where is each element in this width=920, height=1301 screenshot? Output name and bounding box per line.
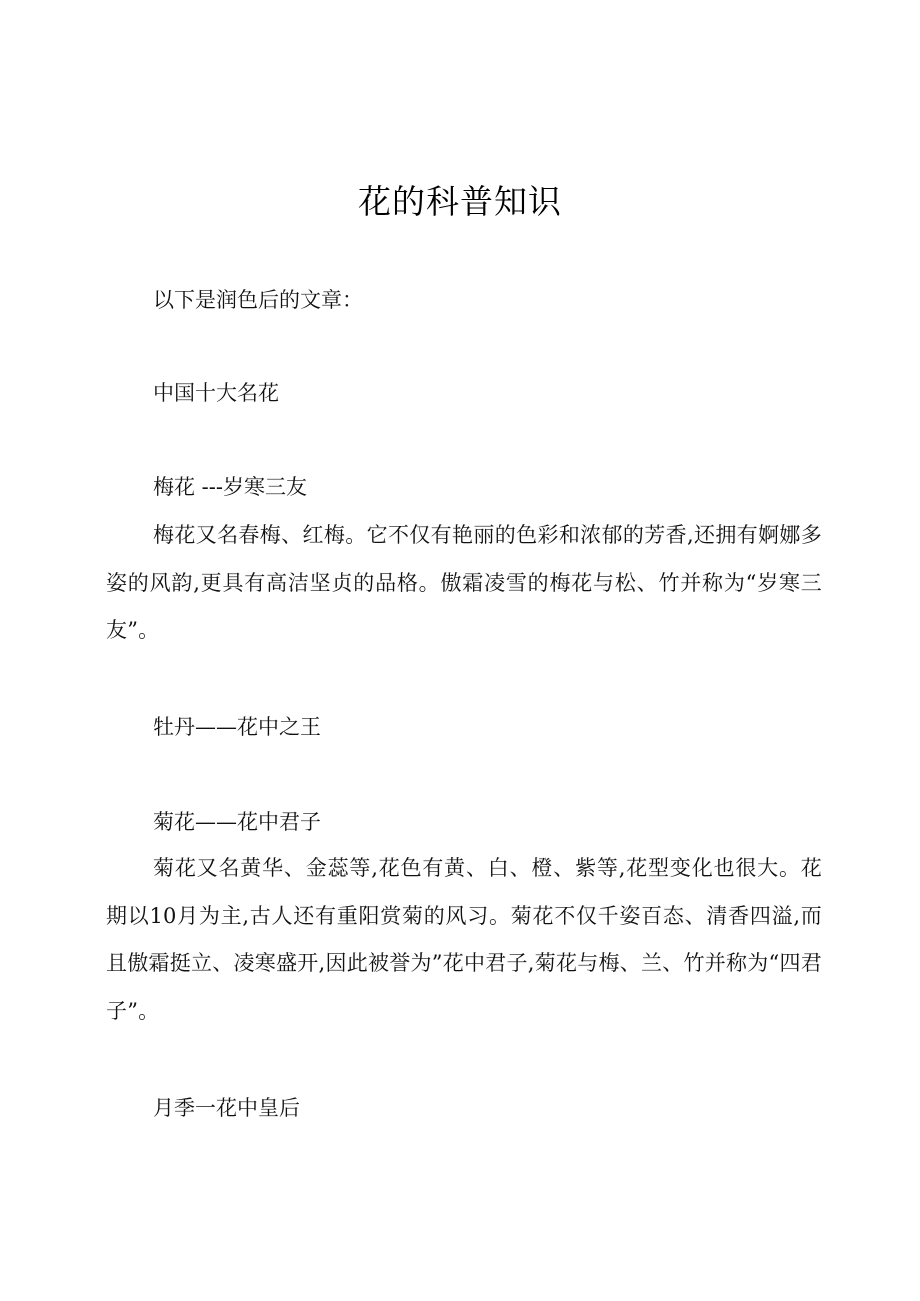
flower-heading-plum: 梅花 ---岁寒三友 [153, 475, 307, 499]
flower-heading-chrysanthemum: 菊花——花中君子 [153, 810, 321, 834]
flower-text-chrysanthemum: 菊花又名黄华、金蕊等,花色有黄、白、橙、紫等,花型变化也很大。花期以10月为主,古人还有重阳赏菊的风习。菊花不仅千姿百态、清香四溢,而且傲霜挺立、凌寒盛开,因此被誉为”花中君子,菊花与梅、兰、竹并称为“四君子”。 [106, 856, 822, 1023]
intro-text: 以下是润色后的文章： [153, 288, 363, 312]
flower-heading-rose: 月季一花中皇后 [153, 1096, 300, 1120]
flower-heading-peony: 牡丹——花中之王 [153, 715, 321, 739]
section-heading: 中国十大名花 [153, 381, 279, 405]
page-title: 花的科普知识 [358, 182, 562, 221]
flower-text-plum: 梅花又名春梅、红梅。它不仅有艳丽的色彩和浓郁的芳香,还拥有婀娜多姿的风韵,更具有高洁坚贞的品格。傲霜凌雪的梅花与松、竹并称为“岁寒三友”。 [106, 523, 822, 642]
